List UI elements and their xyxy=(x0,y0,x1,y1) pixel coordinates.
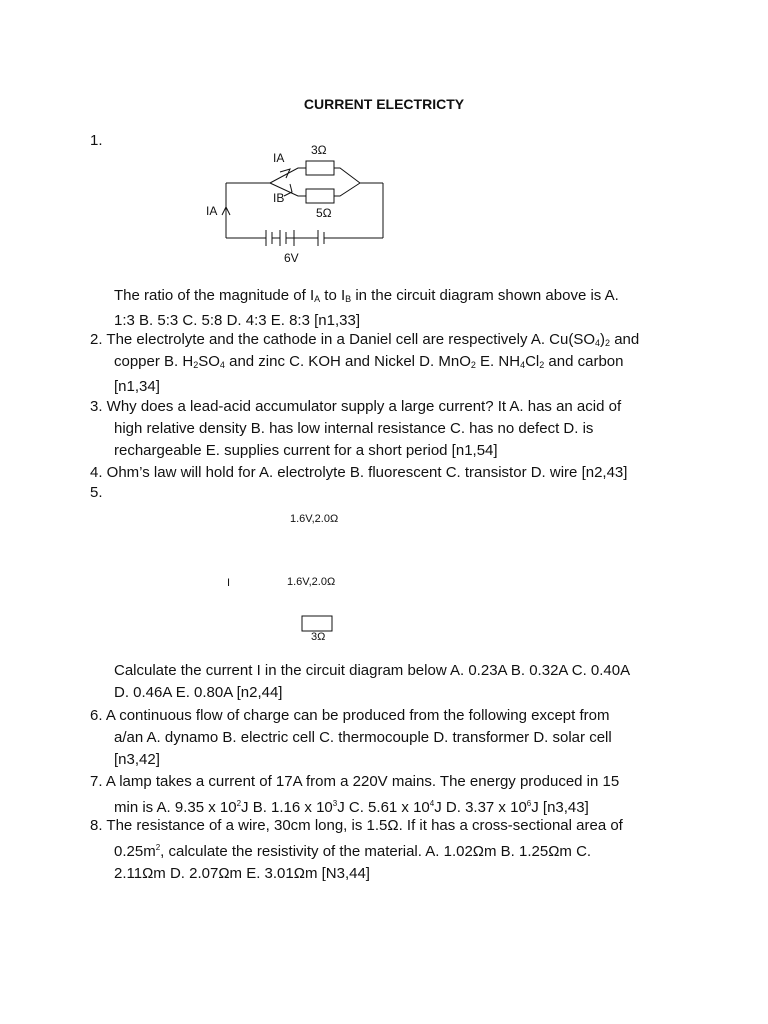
q7-text: J C. 5.61 x 10 xyxy=(337,799,430,816)
subscript: 2 xyxy=(539,360,545,370)
subscript: B xyxy=(345,294,352,304)
label-ia-left: IA xyxy=(206,204,218,218)
question-1-number: 1. xyxy=(90,132,103,149)
q5-line-2: D. 0.46A E. 0.80A [n2,44] xyxy=(114,684,283,701)
q7-text: min is A. 9.35 x 10 xyxy=(114,799,237,816)
label-cell-2: 1.6V,2.0Ω xyxy=(287,576,336,588)
label-cell-1: 1.6V,2.0Ω xyxy=(290,513,339,525)
subscript: 2 xyxy=(193,360,199,370)
q8-text: , calculate the resistivity of the material. A. 1.02Ωm B. 1.25Ωm C. xyxy=(160,843,592,860)
subscript: 4 xyxy=(520,360,526,370)
q6-line-1: 6. A continuous flow of charge can be produced from the following except from xyxy=(90,707,610,724)
q2-text: and xyxy=(610,331,640,348)
superscript: 4 xyxy=(429,799,435,808)
question-8-cont xyxy=(114,837,591,885)
q1-text-c: in the circuit diagram shown above is A. xyxy=(351,287,619,304)
q2-text: 2. The electrolyte and the cathode in a Daniel cell are respectively A. Cu(SO xyxy=(90,331,595,348)
subscript: A xyxy=(314,294,321,304)
label-ia-top: IA xyxy=(273,151,285,165)
q7-text: J B. 1.16 x 10 xyxy=(241,799,333,816)
q1-text-a: The ratio of the magnitude of I xyxy=(114,287,315,304)
page-title: CURRENT ELECTRICTY xyxy=(303,96,465,112)
q3-line-3: rechargeable E. supplies current for a short period [n1,54] xyxy=(114,442,498,459)
question-7 xyxy=(90,771,619,793)
q7-line-1: 7. A lamp takes a current of 17A from a 220V mains. The energy produced in 15 xyxy=(90,773,620,790)
q5-line-1: Calculate the current I in the circuit diagram below A. 0.23A B. 0.32A C. 0.40A xyxy=(114,662,631,679)
q6-line-2: a/an A. dynamo B. electric cell C. thermocouple D. transformer D. solar cell xyxy=(114,729,612,746)
subscript: 4 xyxy=(219,360,225,370)
question-5-text xyxy=(114,660,630,704)
label-ib: IB xyxy=(273,191,285,205)
label-resistor-3-ohm: 3Ω xyxy=(311,143,327,157)
q8-line-3: 2.11Ωm D. 2.07Ωm E. 3.01Ωm [N3,44] xyxy=(114,865,370,882)
question-6-cont xyxy=(114,727,612,771)
superscript: 2 xyxy=(155,843,161,852)
subscript: 2 xyxy=(470,360,476,370)
q2-text: and zinc C. KOH and Nickel D. MnO xyxy=(224,353,471,370)
subscript: 2 xyxy=(605,338,611,348)
q2-text: Cl xyxy=(525,353,540,370)
q4-line-1: 4. Ohm’s law will hold for A. electrolyte B. fluorescent C. transistor D. wire [n2,43] xyxy=(90,464,628,481)
label-resistor-5-ohm: 5Ω xyxy=(316,206,332,220)
superscript: 3 xyxy=(332,799,338,808)
q7-text: J [n3,43] xyxy=(531,799,589,816)
q8-line-1: 8. The resistance of a wire, 30cm long, is 1.5Ω. If it has a cross-sectional area of xyxy=(90,817,623,834)
q2-text: copper B. H xyxy=(114,353,194,370)
label-current-i: I xyxy=(227,577,231,589)
q3-line-1: 3. Why does a lead-acid accumulator supply a large current? It A. has an acid of xyxy=(90,398,622,415)
label-resistor-3-ohm: 3Ω xyxy=(311,631,326,643)
q2-ref: [n1,34] xyxy=(114,378,160,395)
q7-text: J D. 3.37 x 10 xyxy=(434,799,527,816)
q8-text: 0.25m xyxy=(114,843,156,860)
q1-text-b: to I xyxy=(320,287,346,304)
superscript: 6 xyxy=(526,799,532,808)
q2-text: ) xyxy=(600,331,606,348)
label-battery-6v: 6V xyxy=(284,251,299,265)
resistor-3-ohm xyxy=(302,616,332,631)
subscript: 4 xyxy=(595,338,601,348)
q2-text: and carbon xyxy=(544,353,624,370)
superscript: 2 xyxy=(236,799,242,808)
question-5-number: 5. xyxy=(90,484,103,501)
question-6 xyxy=(90,705,609,727)
q6-line-3: [n3,42] xyxy=(114,751,160,768)
q2-text: E. NH xyxy=(475,353,521,370)
question-8 xyxy=(90,815,623,837)
q3-line-2: high relative density B. has low internal resistance C. has no defect D. is xyxy=(114,420,594,437)
q1-options: 1:3 B. 5:3 C. 5:8 D. 4:3 E. 8:3 [n1,33] xyxy=(114,312,360,329)
q2-text: SO xyxy=(198,353,220,370)
